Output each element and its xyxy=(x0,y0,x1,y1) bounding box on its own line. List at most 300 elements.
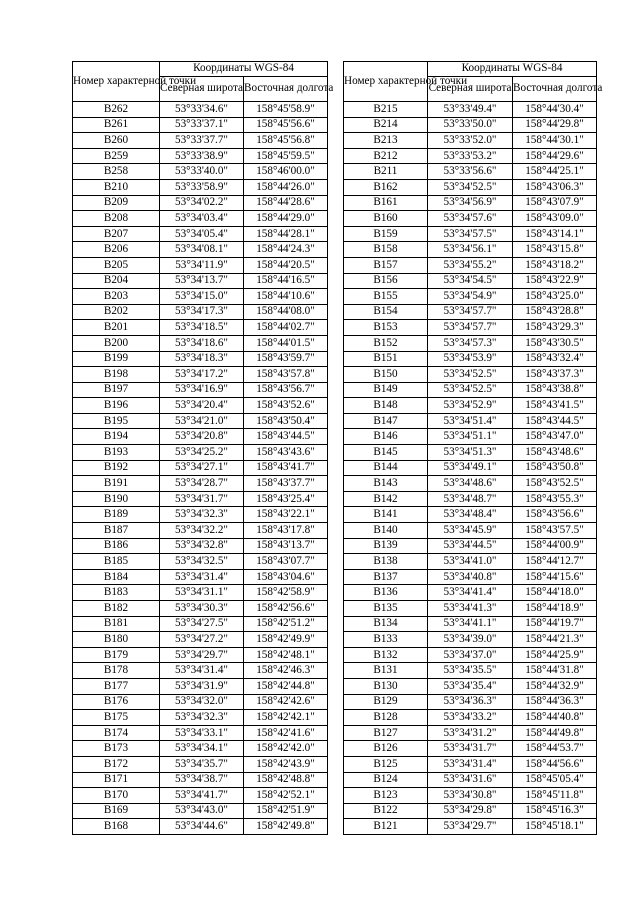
table-row xyxy=(73,273,328,289)
table-row xyxy=(73,710,328,726)
table-row xyxy=(344,382,597,398)
table-row xyxy=(73,242,328,258)
table-row xyxy=(73,304,328,320)
table-row xyxy=(344,257,597,273)
point-number-cell: В130 xyxy=(344,678,428,694)
longitude-cell: 158°42'51.2" xyxy=(244,616,328,632)
longitude-cell: 158°44'02.7" xyxy=(244,320,328,336)
table-row xyxy=(344,226,597,242)
table-row xyxy=(73,694,328,710)
point-number-cell: В151 xyxy=(344,351,428,367)
latitude-cell: 53°34'21.0" xyxy=(160,413,244,429)
latitude-cell: 53°34'32.2" xyxy=(160,523,244,539)
table-row xyxy=(344,507,597,523)
latitude-cell: 53°33'40.0" xyxy=(160,164,244,180)
table-row xyxy=(73,367,328,383)
latitude-cell: 53°33'50.0" xyxy=(428,117,513,133)
point-number-cell: В144 xyxy=(344,460,428,476)
table-row xyxy=(344,772,597,788)
point-number-cell: В210 xyxy=(73,179,160,195)
latitude-cell: 53°34'17.2" xyxy=(160,367,244,383)
longitude-cell: 158°43'55.3" xyxy=(513,491,597,507)
point-number-cell: В203 xyxy=(73,289,160,305)
longitude-cell: 158°43'38.8" xyxy=(513,382,597,398)
point-number-cell: В259 xyxy=(73,148,160,164)
table-row xyxy=(73,741,328,757)
point-number-cell: В185 xyxy=(73,554,160,570)
point-number-cell: В145 xyxy=(344,445,428,461)
table-row xyxy=(344,211,597,227)
point-number-cell: В158 xyxy=(344,242,428,258)
latitude-cell: 53°34'20.4" xyxy=(160,398,244,414)
latitude-cell: 53°34'51.4" xyxy=(428,413,513,429)
point-number-cell: В189 xyxy=(73,507,160,523)
point-number-cell: В125 xyxy=(344,756,428,772)
latitude-cell: 53°34'31.1" xyxy=(160,585,244,601)
table-row xyxy=(344,335,597,351)
longitude-cell: 158°44'15.6" xyxy=(513,569,597,585)
table-row xyxy=(73,413,328,429)
longitude-cell: 158°43'04.6" xyxy=(244,569,328,585)
longitude-cell: 158°43'13.7" xyxy=(244,538,328,554)
longitude-cell: 158°44'31.8" xyxy=(513,663,597,679)
point-number-cell: В206 xyxy=(73,242,160,258)
point-number-cell: В193 xyxy=(73,445,160,461)
table-row xyxy=(73,507,328,523)
longitude-cell: 158°44'10.6" xyxy=(244,289,328,305)
point-number-cell: В168 xyxy=(73,819,160,835)
point-number-cell: В198 xyxy=(73,367,160,383)
point-number-cell: В187 xyxy=(73,523,160,539)
point-number-cell: В143 xyxy=(344,476,428,492)
longitude-cell: 158°43'57.8" xyxy=(244,367,328,383)
longitude-cell: 158°44'29.8" xyxy=(513,117,597,133)
longitude-cell: 158°43'47.0" xyxy=(513,429,597,445)
point-number-cell: В179 xyxy=(73,647,160,663)
point-number-cell: В139 xyxy=(344,538,428,554)
point-number-cell: В197 xyxy=(73,382,160,398)
latitude-cell: 53°34'52.5" xyxy=(428,367,513,383)
longitude-cell: 158°43'07.9" xyxy=(513,195,597,211)
table-row xyxy=(73,663,328,679)
longitude-cell: 158°44'18.0" xyxy=(513,585,597,601)
latitude-cell: 53°34'16.9" xyxy=(160,382,244,398)
table-row xyxy=(344,242,597,258)
point-number-cell: В199 xyxy=(73,351,160,367)
longitude-cell: 158°42'52.1" xyxy=(244,788,328,804)
latitude-header: Северная широта xyxy=(428,77,513,102)
table-row xyxy=(73,678,328,694)
latitude-cell: 53°34'41.7" xyxy=(160,788,244,804)
longitude-cell: 158°44'00.9" xyxy=(513,538,597,554)
longitude-cell: 158°45'18.1" xyxy=(513,819,597,835)
longitude-cell: 158°43'28.8" xyxy=(513,304,597,320)
table-row xyxy=(344,523,597,539)
table-row xyxy=(344,803,597,819)
table-row xyxy=(73,460,328,476)
latitude-cell: 53°34'57.5" xyxy=(428,226,513,242)
longitude-cell: 158°43'50.4" xyxy=(244,413,328,429)
latitude-cell: 53°33'52.0" xyxy=(428,133,513,149)
longitude-cell: 158°43'37.7" xyxy=(244,476,328,492)
table-row xyxy=(73,523,328,539)
longitude-cell: 158°43'44.5" xyxy=(244,429,328,445)
latitude-cell: 53°34'31.4" xyxy=(160,569,244,585)
point-number-cell: В205 xyxy=(73,257,160,273)
longitude-cell: 158°45'58.9" xyxy=(244,102,328,118)
point-number-cell: В123 xyxy=(344,788,428,804)
latitude-cell: 53°33'56.6" xyxy=(428,164,513,180)
table-row xyxy=(73,476,328,492)
longitude-cell: 158°44'49.8" xyxy=(513,725,597,741)
longitude-cell: 158°43'22.9" xyxy=(513,273,597,289)
latitude-cell: 53°33'53.2" xyxy=(428,148,513,164)
table-row xyxy=(73,117,328,133)
latitude-cell: 53°34'43.0" xyxy=(160,803,244,819)
point-number-cell: В170 xyxy=(73,788,160,804)
point-number-cell: В195 xyxy=(73,413,160,429)
point-number-cell: В128 xyxy=(344,710,428,726)
point-number-cell: В211 xyxy=(344,164,428,180)
table-row xyxy=(344,678,597,694)
point-number-cell: В192 xyxy=(73,460,160,476)
longitude-cell: 158°43'43.6" xyxy=(244,445,328,461)
point-number-cell: В136 xyxy=(344,585,428,601)
table-row xyxy=(344,289,597,305)
table-row xyxy=(73,772,328,788)
table-row xyxy=(344,460,597,476)
longitude-cell: 158°42'56.6" xyxy=(244,601,328,617)
point-number-header: Номер характерной точки xyxy=(73,62,160,102)
point-number-cell: В149 xyxy=(344,382,428,398)
table-row xyxy=(73,335,328,351)
table-row xyxy=(344,413,597,429)
longitude-cell: 158°45'05.4" xyxy=(513,772,597,788)
point-number-cell: В133 xyxy=(344,632,428,648)
point-number-cell: В214 xyxy=(344,117,428,133)
latitude-cell: 53°34'33.1" xyxy=(160,725,244,741)
point-number-cell: В262 xyxy=(73,102,160,118)
point-number-cell: В184 xyxy=(73,569,160,585)
point-number-cell: В191 xyxy=(73,476,160,492)
longitude-cell: 158°44'28.1" xyxy=(244,226,328,242)
longitude-cell: 158°44'08.0" xyxy=(244,304,328,320)
longitude-cell: 158°44'16.5" xyxy=(244,273,328,289)
table-row xyxy=(344,663,597,679)
latitude-cell: 53°34'02.2" xyxy=(160,195,244,211)
longitude-cell: 158°43'25.0" xyxy=(513,289,597,305)
latitude-cell: 53°34'30.3" xyxy=(160,601,244,617)
latitude-cell: 53°34'40.8" xyxy=(428,569,513,585)
table-row xyxy=(73,133,328,149)
longitude-cell: 158°42'48.1" xyxy=(244,647,328,663)
longitude-cell: 158°43'41.5" xyxy=(513,398,597,414)
coordinates-header: Координаты WGS-84 xyxy=(160,62,328,77)
latitude-cell: 53°34'35.7" xyxy=(160,756,244,772)
point-number-cell: В126 xyxy=(344,741,428,757)
table-row xyxy=(344,694,597,710)
latitude-cell: 53°34'11.9" xyxy=(160,257,244,273)
point-number-cell: В135 xyxy=(344,601,428,617)
latitude-cell: 53°34'32.3" xyxy=(160,507,244,523)
table-row xyxy=(73,632,328,648)
longitude-cell: 158°43'17.8" xyxy=(244,523,328,539)
longitude-cell: 158°42'43.9" xyxy=(244,756,328,772)
coordinates-table-right xyxy=(343,61,603,835)
table-row xyxy=(344,788,597,804)
table-row xyxy=(73,725,328,741)
table-row xyxy=(344,632,597,648)
table-row xyxy=(344,616,597,632)
latitude-cell: 53°34'41.1" xyxy=(428,616,513,632)
longitude-cell: 158°44'29.6" xyxy=(513,148,597,164)
table-row xyxy=(344,601,597,617)
latitude-cell: 53°34'27.1" xyxy=(160,460,244,476)
longitude-cell: 158°44'56.6" xyxy=(513,756,597,772)
table-row xyxy=(344,819,597,835)
latitude-cell: 53°33'49.4" xyxy=(428,102,513,118)
point-number-cell: В159 xyxy=(344,226,428,242)
table-row xyxy=(73,491,328,507)
longitude-cell: 158°43'59.7" xyxy=(244,351,328,367)
table-row xyxy=(344,304,597,320)
longitude-cell: 158°44'40.8" xyxy=(513,710,597,726)
table-row xyxy=(344,117,597,133)
table-row xyxy=(344,741,597,757)
point-number-cell: В180 xyxy=(73,632,160,648)
point-number-cell: В174 xyxy=(73,725,160,741)
table-row xyxy=(344,102,597,118)
table-row xyxy=(344,133,597,149)
longitude-cell: 158°43'48.6" xyxy=(513,445,597,461)
latitude-cell: 53°34'51.3" xyxy=(428,445,513,461)
longitude-cell: 158°43'52.5" xyxy=(513,476,597,492)
longitude-cell: 158°44'24.3" xyxy=(244,242,328,258)
longitude-cell: 158°44'28.6" xyxy=(244,195,328,211)
table-row xyxy=(344,148,597,164)
point-number-cell: В121 xyxy=(344,819,428,835)
point-number-cell: В215 xyxy=(344,102,428,118)
latitude-cell: 53°34'44.5" xyxy=(428,538,513,554)
point-number-cell: В138 xyxy=(344,554,428,570)
longitude-cell: 158°44'25.1" xyxy=(513,164,597,180)
point-number-cell: В202 xyxy=(73,304,160,320)
point-number-cell: В196 xyxy=(73,398,160,414)
table-row xyxy=(73,320,328,336)
latitude-cell: 53°34'20.8" xyxy=(160,429,244,445)
longitude-cell: 158°44'20.5" xyxy=(244,257,328,273)
latitude-cell: 53°34'31.4" xyxy=(428,756,513,772)
latitude-cell: 53°34'28.7" xyxy=(160,476,244,492)
table-row xyxy=(73,538,328,554)
point-number-cell: В171 xyxy=(73,772,160,788)
latitude-cell: 53°34'27.5" xyxy=(160,616,244,632)
point-number-cell: В261 xyxy=(73,117,160,133)
table-row xyxy=(344,179,597,195)
table-row xyxy=(73,195,328,211)
latitude-cell: 53°34'31.7" xyxy=(428,741,513,757)
point-number-cell: В153 xyxy=(344,320,428,336)
point-number-header: Номер характерной точки xyxy=(344,62,428,102)
latitude-cell: 53°34'51.1" xyxy=(428,429,513,445)
latitude-cell: 53°34'48.7" xyxy=(428,491,513,507)
longitude-cell: 158°43'07.7" xyxy=(244,554,328,570)
table-row xyxy=(344,554,597,570)
longitude-cell: 158°46'00.0" xyxy=(244,164,328,180)
point-number-cell: В209 xyxy=(73,195,160,211)
point-number-cell: В154 xyxy=(344,304,428,320)
point-number-cell: В175 xyxy=(73,710,160,726)
longitude-cell: 158°45'11.8" xyxy=(513,788,597,804)
latitude-cell: 53°34'57.7" xyxy=(428,320,513,336)
longitude-cell: 158°43'50.8" xyxy=(513,460,597,476)
longitude-cell: 158°42'42.0" xyxy=(244,741,328,757)
latitude-cell: 53°34'35.5" xyxy=(428,663,513,679)
latitude-cell: 53°34'38.7" xyxy=(160,772,244,788)
table-row xyxy=(73,164,328,180)
point-number-cell: В204 xyxy=(73,273,160,289)
longitude-cell: 158°43'14.1" xyxy=(513,226,597,242)
point-number-cell: В140 xyxy=(344,523,428,539)
longitude-cell: 158°43'44.5" xyxy=(513,413,597,429)
table-row xyxy=(73,601,328,617)
table-row xyxy=(73,819,328,835)
point-number-cell: В173 xyxy=(73,741,160,757)
point-number-cell: В177 xyxy=(73,678,160,694)
longitude-cell: 158°44'30.4" xyxy=(513,102,597,118)
coordinates-header: Координаты WGS-84 xyxy=(428,62,597,77)
table-row xyxy=(73,585,328,601)
latitude-cell: 53°33'34.6" xyxy=(160,102,244,118)
latitude-cell: 53°34'08.1" xyxy=(160,242,244,258)
table-row xyxy=(344,367,597,383)
table-row xyxy=(73,226,328,242)
latitude-cell: 53°34'31.6" xyxy=(428,772,513,788)
point-number-cell: В200 xyxy=(73,335,160,351)
latitude-cell: 53°34'32.5" xyxy=(160,554,244,570)
table-row xyxy=(73,179,328,195)
longitude-header: Восточная долгота xyxy=(244,77,328,102)
point-number-cell: В207 xyxy=(73,226,160,242)
table-row xyxy=(73,429,328,445)
longitude-cell: 158°42'42.1" xyxy=(244,710,328,726)
point-number-cell: В152 xyxy=(344,335,428,351)
point-number-cell: В178 xyxy=(73,663,160,679)
point-number-cell: В176 xyxy=(73,694,160,710)
point-number-cell: В208 xyxy=(73,211,160,227)
point-number-cell: В169 xyxy=(73,803,160,819)
latitude-cell: 53°34'30.8" xyxy=(428,788,513,804)
longitude-cell: 158°43'30.5" xyxy=(513,335,597,351)
latitude-cell: 53°34'31.2" xyxy=(428,725,513,741)
point-number-cell: В127 xyxy=(344,725,428,741)
point-number-cell: В182 xyxy=(73,601,160,617)
point-number-cell: В162 xyxy=(344,179,428,195)
latitude-cell: 53°34'15.0" xyxy=(160,289,244,305)
latitude-cell: 53°34'48.4" xyxy=(428,507,513,523)
table-row xyxy=(73,569,328,585)
point-number-cell: В141 xyxy=(344,507,428,523)
point-number-cell: В181 xyxy=(73,616,160,632)
latitude-cell: 53°34'54.9" xyxy=(428,289,513,305)
table-row xyxy=(344,710,597,726)
point-number-cell: В161 xyxy=(344,195,428,211)
latitude-cell: 53°34'56.1" xyxy=(428,242,513,258)
longitude-cell: 158°44'01.5" xyxy=(244,335,328,351)
table-row xyxy=(73,445,328,461)
point-number-cell: В129 xyxy=(344,694,428,710)
point-number-cell: В172 xyxy=(73,756,160,772)
latitude-cell: 53°34'36.3" xyxy=(428,694,513,710)
point-number-cell: В131 xyxy=(344,663,428,679)
table-row xyxy=(73,788,328,804)
latitude-cell: 53°34'45.9" xyxy=(428,523,513,539)
table-row xyxy=(344,491,597,507)
longitude-cell: 158°43'25.4" xyxy=(244,491,328,507)
longitude-cell: 158°42'46.3" xyxy=(244,663,328,679)
longitude-cell: 158°43'06.3" xyxy=(513,179,597,195)
table-row xyxy=(73,351,328,367)
point-number-cell: В183 xyxy=(73,585,160,601)
latitude-cell: 53°34'27.2" xyxy=(160,632,244,648)
latitude-cell: 53°34'03.4" xyxy=(160,211,244,227)
longitude-cell: 158°44'19.7" xyxy=(513,616,597,632)
latitude-cell: 53°33'38.9" xyxy=(160,148,244,164)
latitude-cell: 53°34'54.5" xyxy=(428,273,513,289)
table-row xyxy=(344,164,597,180)
latitude-cell: 53°34'18.6" xyxy=(160,335,244,351)
latitude-cell: 53°34'52.9" xyxy=(428,398,513,414)
table-row xyxy=(344,320,597,336)
longitude-cell: 158°44'25.9" xyxy=(513,647,597,663)
latitude-cell: 53°34'57.6" xyxy=(428,211,513,227)
longitude-cell: 158°44'53.7" xyxy=(513,741,597,757)
table-row xyxy=(73,616,328,632)
latitude-cell: 53°34'48.6" xyxy=(428,476,513,492)
table-row xyxy=(344,725,597,741)
point-number-cell: В194 xyxy=(73,429,160,445)
latitude-cell: 53°34'32.0" xyxy=(160,694,244,710)
longitude-cell: 158°43'15.8" xyxy=(513,242,597,258)
longitude-cell: 158°45'56.6" xyxy=(244,117,328,133)
longitude-cell: 158°43'22.1" xyxy=(244,507,328,523)
longitude-cell: 158°42'49.9" xyxy=(244,632,328,648)
point-number-cell: В160 xyxy=(344,211,428,227)
latitude-cell: 53°34'39.0" xyxy=(428,632,513,648)
table-row xyxy=(344,538,597,554)
latitude-cell: 53°34'57.7" xyxy=(428,304,513,320)
latitude-cell: 53°34'32.3" xyxy=(160,710,244,726)
latitude-cell: 53°34'41.4" xyxy=(428,585,513,601)
point-number-cell: В122 xyxy=(344,803,428,819)
latitude-cell: 53°34'31.4" xyxy=(160,663,244,679)
longitude-cell: 158°44'36.3" xyxy=(513,694,597,710)
point-number-cell: В258 xyxy=(73,164,160,180)
latitude-cell: 53°34'31.7" xyxy=(160,491,244,507)
longitude-cell: 158°42'49.8" xyxy=(244,819,328,835)
latitude-cell: 53°34'55.2" xyxy=(428,257,513,273)
table-row xyxy=(344,273,597,289)
latitude-cell: 53°34'18.3" xyxy=(160,351,244,367)
point-number-cell: В201 xyxy=(73,320,160,336)
latitude-cell: 53°34'29.7" xyxy=(428,819,513,835)
latitude-cell: 53°34'31.9" xyxy=(160,678,244,694)
table-row xyxy=(344,585,597,601)
latitude-cell: 53°34'37.0" xyxy=(428,647,513,663)
latitude-cell: 53°33'37.1" xyxy=(160,117,244,133)
point-number-cell: В190 xyxy=(73,491,160,507)
longitude-cell: 158°43'29.3" xyxy=(513,320,597,336)
